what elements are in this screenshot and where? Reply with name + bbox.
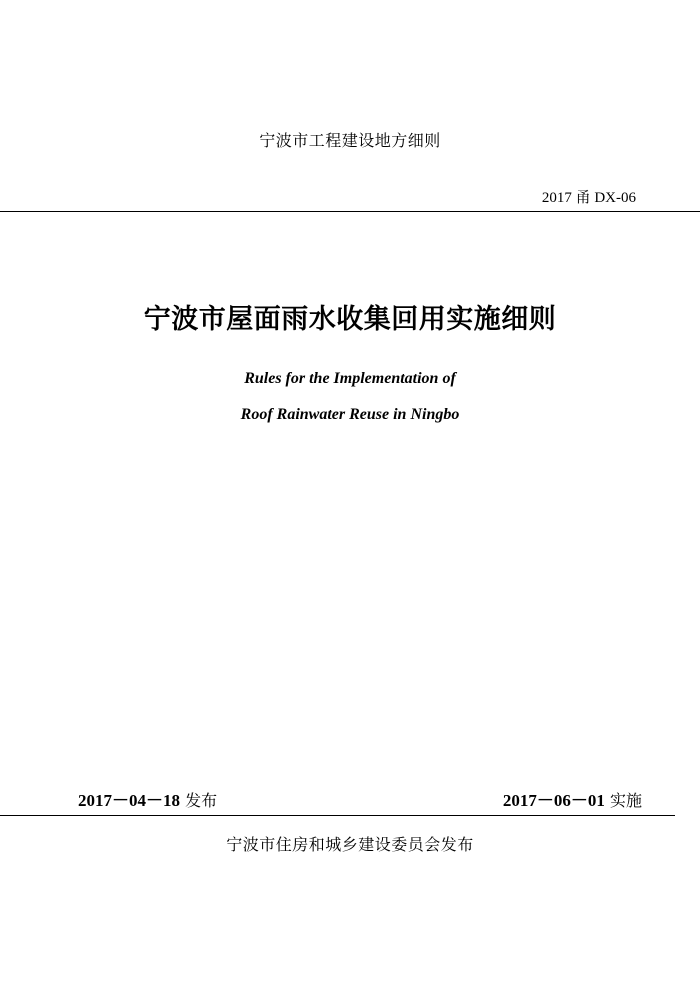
document-number: 2017 甬 DX-06	[541, 190, 636, 206]
standard-series-title: 宁波市工程建设地方细则	[259, 131, 441, 150]
footer-divider	[0, 815, 675, 816]
issue-date-block	[78, 786, 217, 811]
effective-date-block	[503, 786, 642, 811]
header-divider	[0, 211, 700, 212]
effective-date: 2017－06－01	[502, 791, 605, 810]
issue-date: 2017－04－18	[78, 791, 180, 810]
document-title-chinese: 宁波市屋面雨水收集回用实施细则	[143, 304, 557, 335]
publisher: 宁波市住房和城乡建设委员会发布	[226, 835, 474, 854]
effective-label: 实施	[609, 791, 642, 810]
document-title-english-line2: Roof Rainwater Reuse in Ningbo	[240, 406, 460, 423]
issue-label: 发布	[185, 791, 218, 810]
document-title-english-line1: Rules for the Implementation of	[244, 370, 456, 387]
